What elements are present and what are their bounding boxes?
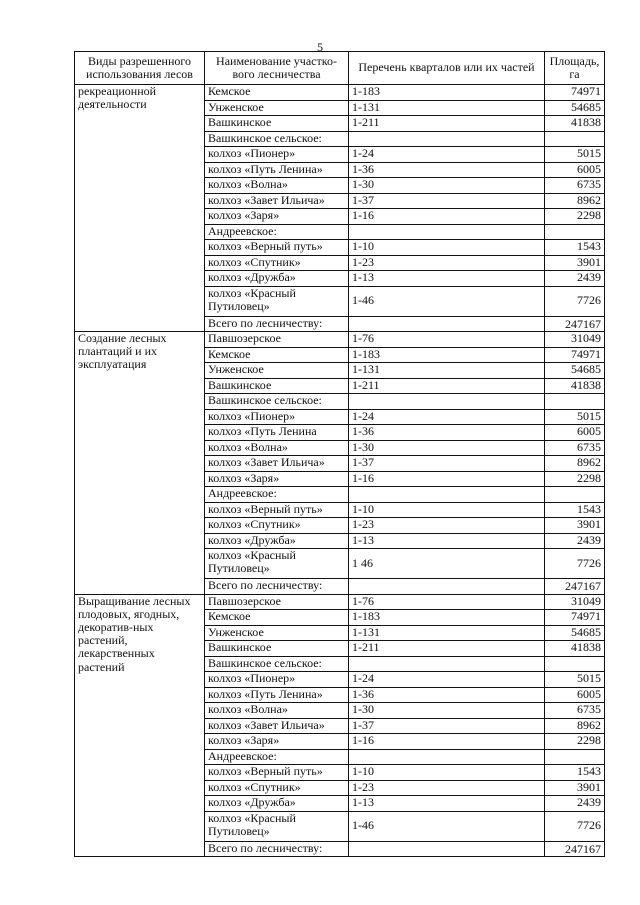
forestry-name-cell: колхоз «Волна»	[205, 703, 349, 719]
area-cell: 7726	[545, 549, 605, 579]
area-cell: 3901	[545, 255, 605, 271]
forestry-name-cell: колхоз «Красный Путиловец»	[205, 549, 349, 579]
forestry-name-cell: Кемское	[205, 610, 349, 626]
area-cell: 8962	[545, 718, 605, 734]
forestry-name-cell: Андреевское:	[205, 224, 349, 240]
area-cell: 247167	[545, 316, 605, 332]
quarters-cell	[349, 224, 545, 240]
use-type-cell: Создание лесных плантаций и их эксплуатация	[75, 332, 205, 595]
quarters-cell: 1-23	[349, 518, 545, 534]
forestry-name-cell: Андреевское:	[205, 487, 349, 503]
area-cell	[545, 749, 605, 765]
forestry-name-cell: колхоз «Путь Ленина»	[205, 162, 349, 178]
area-cell: 74971	[545, 85, 605, 101]
forestry-name-cell: Павшозерское	[205, 594, 349, 610]
forestry-name-cell: колхоз «Спутник»	[205, 780, 349, 796]
forestry-name-cell: колхоз «Дружба»	[205, 271, 349, 287]
quarters-cell: 1-37	[349, 456, 545, 472]
forestry-name-cell: колхоз «Верный путь»	[205, 240, 349, 256]
quarters-cell: 1-37	[349, 193, 545, 209]
area-cell: 31049	[545, 594, 605, 610]
area-cell: 2298	[545, 471, 605, 487]
area-cell: 247167	[545, 841, 605, 857]
area-cell: 8962	[545, 456, 605, 472]
quarters-cell: 1 46	[349, 549, 545, 579]
area-cell: 8962	[545, 193, 605, 209]
forestry-name-cell: колхоз «Спутник»	[205, 255, 349, 271]
area-cell: 54685	[545, 363, 605, 379]
area-cell: 6005	[545, 687, 605, 703]
forestry-name-cell: колхоз «Заря»	[205, 734, 349, 750]
area-cell: 41838	[545, 641, 605, 657]
forestry-name-cell: Всего по лесничеству:	[205, 316, 349, 332]
forestry-name-cell: колхоз «Путь Ленина»	[205, 687, 349, 703]
quarters-cell: 1-211	[349, 641, 545, 657]
forestry-name-cell: колхоз «Спутник»	[205, 518, 349, 534]
forestry-name-cell: колхоз «Волна»	[205, 178, 349, 194]
quarters-cell: 1-36	[349, 687, 545, 703]
area-cell: 2298	[545, 734, 605, 750]
quarters-cell: 1-131	[349, 363, 545, 379]
forestry-name-cell: Вашкинское сельское:	[205, 394, 349, 410]
quarters-cell	[349, 841, 545, 857]
table-header-row	[75, 52, 605, 85]
forestry-name-cell: Вашкинское	[205, 641, 349, 657]
forestry-name-cell: колхоз «Верный путь»	[205, 502, 349, 518]
forestry-name-cell: колхоз «Верный путь»	[205, 765, 349, 781]
quarters-cell: 1-10	[349, 765, 545, 781]
area-cell: 2298	[545, 209, 605, 225]
quarters-cell: 1-24	[349, 147, 545, 163]
quarters-cell: 1-211	[349, 378, 545, 394]
forestry-name-cell: Унженское	[205, 625, 349, 641]
quarters-cell: 1-16	[349, 734, 545, 750]
quarters-cell: 1-10	[349, 240, 545, 256]
forestry-name-cell: колхоз «Завет Ильича»	[205, 718, 349, 734]
forestry-name-cell: колхоз «Пионер»	[205, 409, 349, 425]
forestry-name-cell: колхоз «Красный Путиловец»	[205, 286, 349, 316]
use-type-cell: Выращивание лесных плодовых, ягодных, декоратив-ных растений, лекарственных растений	[75, 594, 205, 857]
area-cell: 6735	[545, 703, 605, 719]
area-cell: 41838	[545, 116, 605, 132]
area-cell: 7726	[545, 286, 605, 316]
quarters-cell: 1-30	[349, 178, 545, 194]
quarters-cell: 1-13	[349, 533, 545, 549]
quarters-cell: 1-131	[349, 625, 545, 641]
quarters-cell	[349, 487, 545, 503]
area-cell: 247167	[545, 579, 605, 595]
forestry-name-cell: колхоз «Путь Ленина	[205, 425, 349, 441]
forestry-name-cell: Кемское	[205, 85, 349, 101]
area-cell: 2439	[545, 271, 605, 287]
quarters-cell: 1-10	[349, 502, 545, 518]
forestry-name-cell: Кемское	[205, 347, 349, 363]
quarters-cell: 1-23	[349, 255, 545, 271]
forestry-name-cell: колхоз «Заря»	[205, 209, 349, 225]
quarters-cell: 1-13	[349, 271, 545, 287]
table-row	[75, 594, 605, 610]
quarters-cell: 1-76	[349, 594, 545, 610]
area-cell: 1543	[545, 765, 605, 781]
quarters-cell: 1-183	[349, 347, 545, 363]
area-cell	[545, 224, 605, 240]
area-cell: 31049	[545, 332, 605, 348]
area-cell	[545, 487, 605, 503]
quarters-cell: 1-37	[349, 718, 545, 734]
header-forestry-name: Наименование участко-вого лесничества	[205, 52, 349, 85]
header-quarters: Перечень кварталов или их частей	[349, 52, 545, 85]
area-cell: 3901	[545, 518, 605, 534]
forestry-name-cell: Вашкинское сельское:	[205, 131, 349, 147]
forestry-name-cell: Вашкинское сельское:	[205, 656, 349, 672]
quarters-cell	[349, 394, 545, 410]
forestry-name-cell: колхоз «Завет Ильича»	[205, 193, 349, 209]
quarters-cell: 1-211	[349, 116, 545, 132]
area-cell: 5015	[545, 672, 605, 688]
forestry-name-cell: колхоз «Дружба»	[205, 796, 349, 812]
area-cell: 74971	[545, 347, 605, 363]
area-cell: 5015	[545, 147, 605, 163]
quarters-cell	[349, 656, 545, 672]
area-cell: 41838	[545, 378, 605, 394]
area-cell: 6005	[545, 425, 605, 441]
quarters-cell: 1-183	[349, 610, 545, 626]
use-type-cell: рекреационной деятельности	[75, 85, 205, 332]
forestry-name-cell: колхоз «Завет Ильича»	[205, 456, 349, 472]
forestry-name-cell: Всего по лесничеству:	[205, 841, 349, 857]
area-cell: 54685	[545, 100, 605, 116]
area-cell	[545, 656, 605, 672]
area-cell: 6005	[545, 162, 605, 178]
page-number: 5	[317, 40, 323, 54]
quarters-cell	[349, 316, 545, 332]
quarters-cell: 1-46	[349, 811, 545, 841]
forestry-name-cell: колхоз «Пионер»	[205, 672, 349, 688]
header-use: Виды разрешенного использования лесов	[75, 52, 205, 85]
quarters-cell: 1-24	[349, 672, 545, 688]
area-cell: 5015	[545, 409, 605, 425]
area-cell: 7726	[545, 811, 605, 841]
area-cell: 2439	[545, 533, 605, 549]
area-cell: 1543	[545, 502, 605, 518]
quarters-cell: 1-46	[349, 286, 545, 316]
forestry-name-cell: Вашкинское	[205, 378, 349, 394]
forestry-name-cell: Всего по лесничеству:	[205, 579, 349, 595]
area-cell: 1543	[545, 240, 605, 256]
forestry-name-cell: колхоз «Волна»	[205, 440, 349, 456]
forestry-name-cell: колхоз «Заря»	[205, 471, 349, 487]
forestry-name-cell: Унженское	[205, 363, 349, 379]
area-cell	[545, 131, 605, 147]
quarters-cell: 1-24	[349, 409, 545, 425]
forestry-name-cell: Андреевское:	[205, 749, 349, 765]
quarters-cell: 1-30	[349, 440, 545, 456]
quarters-cell: 1-30	[349, 703, 545, 719]
table-row	[75, 332, 605, 348]
forest-use-table	[74, 51, 605, 857]
table-row	[75, 85, 605, 101]
quarters-cell: 1-36	[349, 162, 545, 178]
quarters-cell: 1-13	[349, 796, 545, 812]
quarters-cell: 1-23	[349, 780, 545, 796]
area-cell: 54685	[545, 625, 605, 641]
quarters-cell: 1-36	[349, 425, 545, 441]
area-cell: 6735	[545, 178, 605, 194]
forestry-name-cell: Вашкинское	[205, 116, 349, 132]
forestry-name-cell: Павшозерское	[205, 332, 349, 348]
area-cell: 2439	[545, 796, 605, 812]
quarters-cell: 1-76	[349, 332, 545, 348]
quarters-cell: 1-16	[349, 209, 545, 225]
quarters-cell: 1-183	[349, 85, 545, 101]
forestry-name-cell: колхоз «Дружба»	[205, 533, 349, 549]
quarters-cell	[349, 749, 545, 765]
area-cell: 3901	[545, 780, 605, 796]
quarters-cell	[349, 579, 545, 595]
forestry-name-cell: колхоз «Пионер»	[205, 147, 349, 163]
forestry-name-cell: колхоз «Красный Путиловец»	[205, 811, 349, 841]
header-area: Площадь, га	[545, 52, 605, 85]
table-body	[75, 85, 605, 857]
area-cell: 74971	[545, 610, 605, 626]
quarters-cell: 1-131	[349, 100, 545, 116]
area-cell: 6735	[545, 440, 605, 456]
quarters-cell: 1-16	[349, 471, 545, 487]
quarters-cell	[349, 131, 545, 147]
area-cell	[545, 394, 605, 410]
forestry-name-cell: Унженское	[205, 100, 349, 116]
